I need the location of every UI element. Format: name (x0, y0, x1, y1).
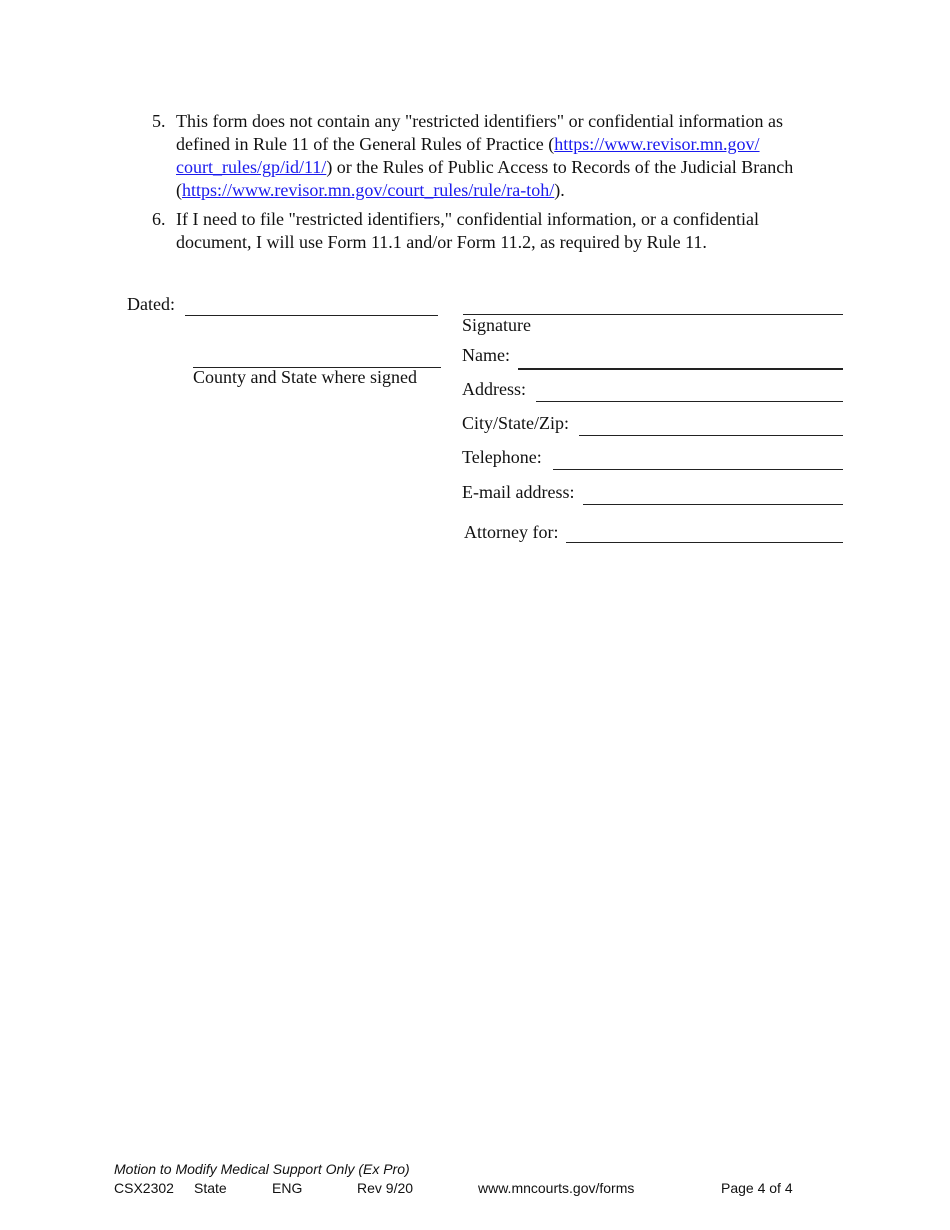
attorney-for-field[interactable] (566, 542, 843, 543)
email-field[interactable] (583, 504, 843, 505)
item-6-number: 6. (152, 209, 166, 229)
item-5-line-4-close: ). (554, 180, 565, 200)
public-access-rules-link[interactable]: https://www.revisor.mn.gov/court_rules/rule/ra-toh/ (182, 180, 555, 200)
item-5-line-1: This form does not contain any "restricted identifiers" or confidential information as (176, 111, 784, 131)
city-state-zip-label: City/State/Zip: (462, 413, 569, 433)
name-field[interactable] (518, 368, 843, 370)
item-5-number: 5. (152, 111, 166, 131)
item-6-line-1: If I need to file "restricted identifiers," confidential information, or a confidential (176, 209, 759, 229)
dated-field[interactable] (185, 315, 438, 316)
rule-11-link-part-2[interactable]: court_rules/gp/id/11/ (176, 157, 327, 177)
footer-form-code: CSX2302 (114, 1180, 174, 1196)
item-6-line-2: document, I will use Form 11.1 and/or Form 11.2, as required by Rule 11. (176, 232, 707, 252)
footer-jurisdiction: State (194, 1180, 227, 1196)
item-5-text (176, 110, 836, 202)
item-5-line-3-text: ) or the Rules of Public Access to Records of the Judicial Branch (326, 157, 794, 177)
dated-label: Dated: (127, 294, 175, 314)
address-field[interactable] (536, 401, 843, 402)
attorney-for-label: Attorney for: (464, 522, 559, 542)
rule-11-link-part-1[interactable]: https://www.revisor.mn.gov/ (554, 134, 760, 154)
item-5-line-4-open: ( (176, 180, 182, 200)
name-label: Name: (462, 345, 510, 365)
item-5-line-3 (176, 156, 836, 179)
telephone-label: Telephone: (462, 447, 542, 467)
item-6-text (176, 208, 836, 254)
email-label: E-mail address: (462, 482, 575, 502)
signature-label: Signature (462, 315, 531, 335)
telephone-field[interactable] (553, 469, 843, 470)
city-state-zip-field[interactable] (579, 435, 843, 436)
item-5-line-2-text: defined in Rule 11 of the General Rules of Practice ( (176, 134, 555, 154)
item-5-line-2 (176, 133, 836, 156)
footer-website: www.mncourts.gov/forms (478, 1180, 635, 1196)
footer-form-title: Motion to Modify Medical Support Only (Ex Pro) (114, 1161, 410, 1177)
footer-page-number: Page 4 of 4 (721, 1180, 793, 1196)
address-label: Address: (462, 379, 526, 399)
county-state-label: County and State where signed (193, 367, 417, 387)
footer-revision: Rev 9/20 (357, 1180, 414, 1196)
footer-language: ENG (272, 1180, 303, 1196)
item-5-line-4 (176, 179, 836, 202)
